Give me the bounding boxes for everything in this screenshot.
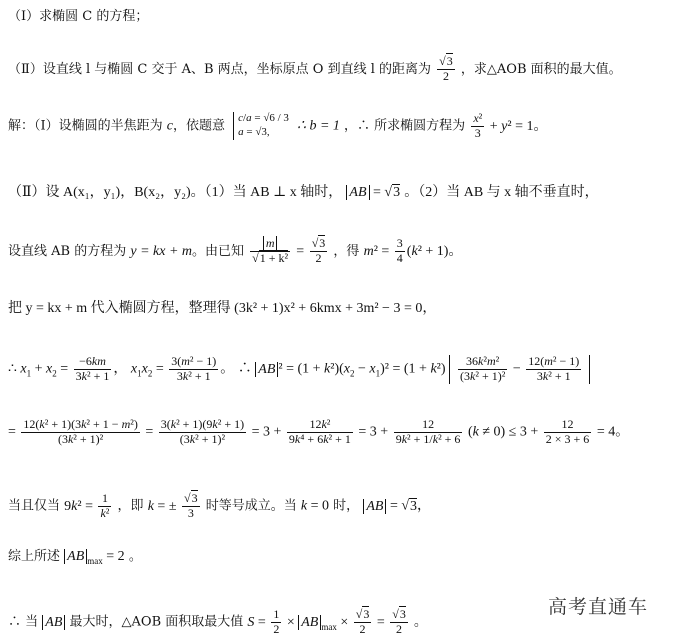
solution-part2-line1: （Ⅱ）设 A(x₁，y₁)，B(x₂，y₂)。（1）当 AB ⊥ x 轴时， AB = √3 。（2）当 AB 与 x 轴不垂直时，	[8, 185, 599, 200]
solution-line-equation: 设直线 AB 的方程为 y = kx + m。由已知 $\frac{m}{\text{√1 + k²}}$ = $\frac{√3}{2}$ ，得 m² = $\frac{3}{4}$ (k² + 1)。	[8, 236, 463, 266]
sqrt3-over-2: $\frac{√3}{2}$	[439, 54, 453, 83]
solution-substitute: 把 y = kx + m 代入椭圆方程，整理得 (3k² + 1)x² + 6kmx + 3m² − 3 = 0，	[8, 301, 437, 316]
equation-system: c/a = √6 / 3 a = √3,	[233, 112, 289, 140]
part2-question: （Ⅱ）设直线 l 与椭圆 C 交于 A、B 两点，坐标原点 O 到直线 l 的距离为 $\frac{√3}{2}$ ，求△AOB 面积的最大值。	[8, 54, 622, 83]
solution-final-area: ∴ 当 AB 最大时，△AOB 面积取最大值 S = $\frac{1}{2}$ × AB $_{max}$ × $\frac{√3}{2}$ = $\frac{√3}{2}$ 。	[8, 607, 427, 636]
solution-part1: 解：（Ⅰ）设椭圆的半焦距为 c，依题意 c/a = √6 / 3 a = √3, ∴ b = 1 ，∴ 所求椭圆方程为 $\frac{\text{x²}}{3}$ + y² = 1。	[8, 111, 548, 140]
watermark-text: 高考直通车	[548, 596, 649, 618]
part1-question: （Ⅰ）求椭圆 C 的方程；	[8, 9, 149, 24]
solution-equality: 当且仅当 9k² = $\frac{1}{\text{k²}}$ ，即 k = ± $\frac{√3}{3}$ 时等号成立。当 k = 0 时， AB = √3，	[8, 491, 432, 520]
solution-vieta: ∴ $x_1 + x_2$ = $\frac{-6km}{\text{3k² + 1}}$ ， $x_1x_2$ = $\frac{\text{3(m² − 1)}}{\text{3k² + 1}}$ 。 ∴ AB $^2 = (1 + k^2)(x_2 - x_1)^2 = (1 + k^2)$ $\frac{\text{36k²m²}}{\text{(3k² + 1)²}}$ − $\frac{\text{12(m² − 1)}}{\text{3k² + 1}}$	[8, 355, 590, 384]
solution-conclusion: 综上所述 AB $_{max}$ = 2 。	[8, 549, 142, 566]
solution-simplify: = $\frac{\text{12(k² + 1)(3k² + 1 − m²)}}{\text{(3k² + 1)²}}$ = $\frac{\text{3(k² + 1)(9k² + 1)}}{\text{(3k² + 1)²}}$ = 3 + $\frac{\text{12k²}}{\text{9k⁴ + 6k² + 1}}$ = 3 + $\frac{12}{\text{9k² + 1/k² + 6}}$ (k ≠ 0) ≤ 3 + $\frac{12}{2 \times 3 + 6}$ = 4。	[8, 417, 630, 446]
